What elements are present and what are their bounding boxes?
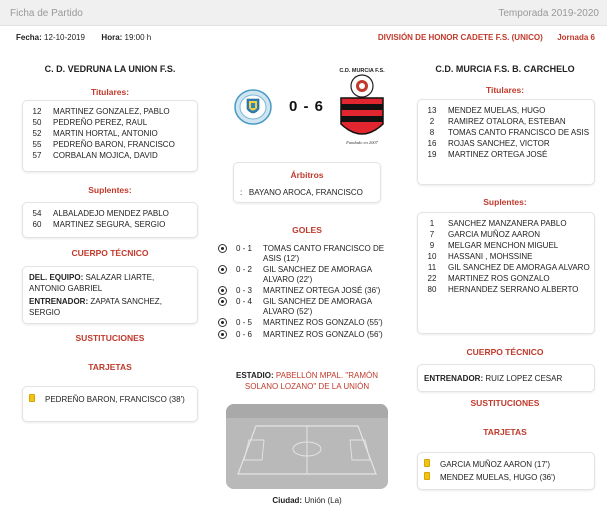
- soccer-ball-icon: [218, 265, 227, 274]
- ciudad-info: Ciudad: Unión (La): [272, 496, 342, 505]
- home-suplentes-heading: Suplentes:: [88, 185, 132, 195]
- goal-row: 0 - 6 MARTINEZ ROS GONZALO (56'): [218, 330, 398, 340]
- crest-text-bottom: Fundado en 2007: [346, 140, 378, 145]
- crest-text-top: C.D. MURCIA F.S.: [339, 68, 385, 74]
- top-bar: [0, 0, 607, 26]
- player-row: 54 ALBALADEJO MENDEZ PABLO: [32, 209, 169, 218]
- player-row: 2 RAMIREZ OTALORA, ESTEBAN: [429, 117, 566, 126]
- home-tarjetas-list: [22, 386, 198, 422]
- player-row: 7 GARCIA MUÑOZ AARON: [429, 230, 541, 239]
- away-cuerpo-heading: CUERPO TÉCNICO: [466, 347, 544, 357]
- entrenador-row: ENTRENADOR: ZAPATA SANCHEZ, SERGIO: [29, 297, 162, 317]
- card-row: PEDREÑO BARON, FRANCISCO (38'): [29, 394, 191, 405]
- soccer-ball-icon: [218, 330, 227, 339]
- player-row: 13 MENDEZ MUELAS, HUGO: [427, 106, 546, 115]
- away-titulares-heading: Titulares:: [485, 85, 525, 95]
- player-row: 60 MARTINEZ SEGURA, SERGIO: [32, 220, 166, 229]
- away-sustituciones-heading: SUSTITUCIONES: [470, 398, 540, 408]
- yellow-card-icon: [424, 459, 430, 467]
- player-row: 57 CORBALAN MOJICA, DAVID: [32, 151, 158, 160]
- player-row: 80 HERNANDEZ SERRANO ALBERTO: [427, 285, 579, 294]
- jornada-label: Jornada 6: [557, 33, 595, 42]
- soccer-ball-icon: [218, 318, 227, 327]
- match-score: 0 - 6: [289, 98, 325, 115]
- estadio-info: ESTADIO: PABELLÓN MPAL. "RAMÓN SOLANO LOZANO" DE LA UNIÓN: [236, 371, 378, 391]
- yellow-card-icon: [424, 472, 430, 480]
- competition-name: DIVISIÓN DE HONOR CADETE F.S. (UNICO): [377, 33, 543, 42]
- home-team-crest: [234, 89, 272, 125]
- home-team-name: C. D. VEDRUNA LA UNION F.S.: [44, 64, 176, 74]
- soccer-ball-icon: [218, 286, 227, 295]
- player-row: 8 TOMAS CANTO FRANCISCO DE ASIS: [429, 128, 590, 137]
- away-tarjetas-heading: TARJETAS: [483, 427, 527, 437]
- home-cuerpo-heading: CUERPO TÉCNICO: [71, 248, 149, 258]
- home-titulares-heading: Titulares:: [90, 87, 130, 97]
- player-row: 52 MARTIN HORTAL, ANTONIO: [32, 129, 158, 138]
- away-suplentes-heading: Suplentes:: [483, 197, 527, 207]
- away-team-crest: [337, 64, 387, 146]
- hora-label: Hora:: [101, 33, 123, 42]
- player-row: 12 MARTINEZ GONZALEZ, PABLO: [32, 107, 170, 116]
- player-row: 11 GIL SANCHEZ DE AMORAGA ALVARO: [427, 263, 590, 272]
- home-sustituciones-heading: SUSTITUCIONES: [75, 333, 145, 343]
- soccer-ball-icon: [218, 297, 227, 306]
- competition-info: [378, 33, 595, 42]
- away-team-name: C.D. MURCIA F.S. B. CARCHELO: [435, 64, 575, 74]
- arbitros-heading: Árbitros: [290, 170, 324, 180]
- away-suplentes-list: [417, 212, 595, 334]
- player-row: 9 MELGAR MENCHON MIGUEL: [429, 241, 559, 250]
- yellow-card-icon: [29, 394, 35, 402]
- arbitro-row: : BAYANO AROCA, FRANCISCO: [240, 188, 363, 197]
- match-meta: [16, 33, 151, 42]
- card-row: GARCIA MUÑOZ AARON (17'): [424, 459, 588, 470]
- entrenador-row: ENTRENADOR: RUIZ LOPEZ CESAR: [424, 374, 563, 383]
- goal-row: 0 - 1 TOMAS CANTO FRANCISCO DE ASIS (12'): [218, 244, 398, 264]
- goal-row: 0 - 2 GIL SANCHEZ DE AMORAGA ALVARO (22'): [218, 265, 398, 285]
- goal-row: 0 - 3 MARTINEZ ORTEGA JOSÉ (36'): [218, 286, 398, 296]
- player-row: 50 PEDREÑO PEREZ, RAUL: [32, 118, 148, 127]
- home-suplentes-list: [22, 202, 198, 238]
- delegado-row: DEL. EQUIPO: SALAZAR LIARTE, ANTONIO GABRIEL: [29, 273, 155, 293]
- fecha-label: Fecha:: [16, 33, 42, 42]
- soccer-ball-icon: [218, 244, 227, 253]
- goles-heading: GOLES: [292, 225, 322, 235]
- player-row: 55 PEDREÑO BARON, FRANCISCO: [32, 140, 175, 149]
- arbitros-box: [233, 162, 381, 203]
- home-tarjetas-heading: TARJETAS: [88, 362, 132, 372]
- player-row: 1 SANCHEZ MANZANERA PABLO: [429, 219, 567, 228]
- stadium-pitch-image: [226, 404, 388, 489]
- page-title: Ficha de Partido: [10, 8, 83, 19]
- player-row: 16 ROJAS SANCHEZ, VICTOR: [427, 139, 550, 148]
- away-titulares-list: [417, 99, 595, 185]
- player-row: 10 HASSANI , MOHSSINE: [427, 252, 533, 261]
- home-titulares-list: [22, 100, 198, 172]
- away-cuerpo-tecnico: [417, 364, 595, 392]
- card-row: MENDEZ MUELAS, HUGO (36'): [424, 472, 588, 483]
- fecha-value: 12-10-2019: [44, 33, 85, 42]
- home-cuerpo-tecnico: [22, 266, 198, 324]
- hora-value: 19:00 h: [124, 33, 152, 42]
- season-label: Temporada 2019-2020: [498, 8, 599, 19]
- goal-row: 0 - 4 GIL SANCHEZ DE AMORAGA ALVARO (52'): [218, 297, 398, 317]
- player-row: 22 MARTINEZ ROS GONZALO: [427, 274, 550, 283]
- player-row: 19 MARTINEZ ORTEGA JOSÉ: [427, 150, 548, 159]
- goal-row: 0 - 5 MARTINEZ ROS GONZALO (55'): [218, 318, 398, 328]
- away-tarjetas-list: [417, 452, 595, 490]
